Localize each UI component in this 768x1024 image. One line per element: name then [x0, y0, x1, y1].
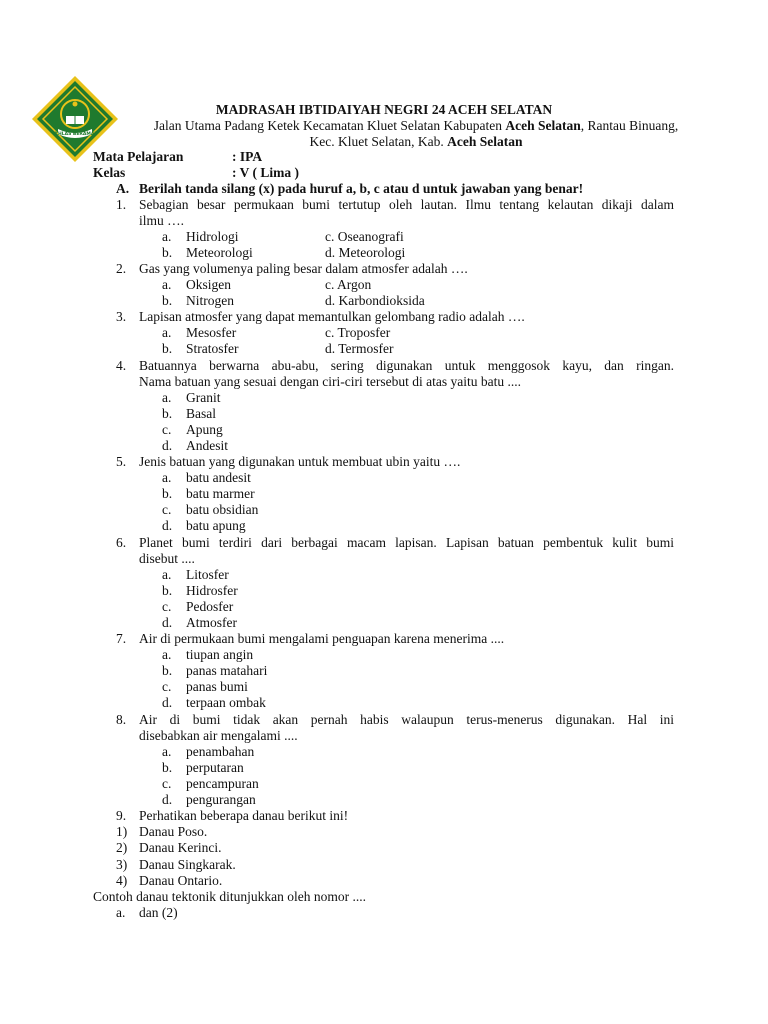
option-a: dan (2) [139, 905, 178, 920]
option-b: batu marmer [186, 486, 255, 501]
section-letter: A. [116, 181, 130, 196]
list-number: 2) [116, 840, 128, 855]
section-instruction: Berilah tanda silang (x) pada huruf a, b, c atau d untuk jawaban yang benar! [139, 181, 584, 196]
option-letter: a. [162, 567, 172, 582]
option-c: batu obsidian [186, 502, 259, 517]
option-b: Basal [186, 406, 216, 421]
question-text: Jenis batuan yang digunakan untuk membuat ubin yaitu …. [139, 454, 461, 469]
address-line-1: Jalan Utama Padang Ketek Kecamatan Kluet Selatan Kabupaten Aceh Selatan, Rantau Binuang, [153, 118, 679, 133]
option-letter: a. [162, 390, 172, 405]
option-letter: a. [162, 647, 172, 662]
question-text: Air di permukaan bumi mengalami penguapan karena menerima .... [139, 631, 505, 646]
list-number: 4) [116, 873, 128, 888]
option-b: Nitrogen [186, 293, 234, 308]
option-d: d. Karbondioksida [325, 293, 425, 308]
option-letter: d. [162, 792, 173, 807]
option-letter: d. [162, 615, 173, 630]
option-b: panas matahari [186, 663, 268, 678]
option-letter: b. [162, 245, 173, 260]
list-item: Danau Poso. [139, 824, 208, 839]
option-a: tiupan angin [186, 647, 254, 662]
option-a: Oksigen [186, 277, 231, 292]
option-letter: d. [162, 438, 173, 453]
question-text: Batuannya berwarna abu-abu, sering digunakan untuk menggosok kayu, dan ringan. [139, 358, 674, 373]
option-c: c. Oseanografi [325, 229, 404, 244]
list-item: Danau Ontario. [139, 873, 223, 888]
question-text: Perhatikan beberapa danau berikut ini! [139, 808, 349, 823]
option-b: perputaran [186, 760, 244, 775]
question-text: disebut .... [139, 551, 195, 566]
option-letter: b. [162, 583, 173, 598]
question-prompt: Contoh danau tektonik ditunjukkan oleh nomor .... [93, 889, 366, 904]
option-c: panas bumi [186, 679, 248, 694]
option-c: c. Troposfer [325, 325, 391, 340]
question-number: 2. [116, 261, 127, 276]
option-c: c. Argon [325, 277, 372, 292]
option-letter: a. [162, 744, 172, 759]
list-item: Danau Singkarak. [139, 857, 236, 872]
list-item: Danau Kerinci. [139, 840, 222, 855]
question-number: 4. [116, 358, 127, 373]
question-number: 3. [116, 309, 127, 324]
question-number: 9. [116, 808, 127, 823]
subject-label: Mata Pelajaran [93, 149, 184, 164]
class-label: Kelas [93, 165, 126, 180]
list-number: 3) [116, 857, 128, 872]
option-letter: b. [162, 760, 173, 775]
question-text: disebabkan air mengalami .... [139, 728, 298, 743]
option-letter: c. [162, 422, 172, 437]
question-number: 8. [116, 712, 127, 727]
option-letter: d. [162, 518, 173, 533]
question-number: 1. [116, 197, 127, 212]
question-number: 7. [116, 631, 127, 646]
option-letter: a. [116, 905, 126, 920]
option-letter: a. [162, 277, 172, 292]
option-d: pengurangan [186, 792, 256, 807]
option-c: Pedosfer [186, 599, 234, 614]
option-letter: a. [162, 470, 172, 485]
question-text: Nama batuan yang sesuai dengan ciri-ciri tersebut di atas yaitu batu .... [139, 374, 521, 389]
option-letter: a. [162, 325, 172, 340]
option-d: d. Termosfer [325, 341, 394, 356]
option-b: Meteorologi [186, 245, 253, 260]
option-b: Stratosfer [186, 341, 239, 356]
question-text: Air di bumi tidak akan pernah habis walaupun terus-menerus digunakan. Hal ini [139, 712, 674, 727]
class-value: : V ( Lima ) [232, 165, 299, 180]
option-letter: b. [162, 486, 173, 501]
option-letter: c. [162, 502, 172, 517]
option-c: pencampuran [186, 776, 259, 791]
option-letter: a. [162, 229, 172, 244]
svg-text:IKHLAS BERAMAL: IKHLAS BERAMAL [52, 132, 98, 137]
option-d: batu apung [186, 518, 246, 533]
option-a: Litosfer [186, 567, 229, 582]
option-letter: d. [162, 695, 173, 710]
subject-value: : IPA [232, 149, 263, 164]
question-text: Gas yang volumenya paling besar dalam atmosfer adalah …. [139, 261, 468, 276]
option-d: d. Meteorologi [325, 245, 406, 260]
question-number: 6. [116, 535, 127, 550]
question-text: ilmu …. [139, 213, 185, 228]
option-a: Mesosfer [186, 325, 237, 340]
option-a: Granit [186, 390, 221, 405]
option-letter: c. [162, 679, 172, 694]
option-letter: c. [162, 599, 172, 614]
question-number: 5. [116, 454, 127, 469]
question-text: Lapisan atmosfer yang dapat memantulkan gelombang radio adalah …. [139, 309, 525, 324]
option-a: Hidrologi [186, 229, 239, 244]
option-letter: b. [162, 406, 173, 421]
school-name: MADRASAH IBTIDAIYAH NEGRI 24 ACEH SELATAN [215, 102, 553, 117]
list-number: 1) [116, 824, 128, 839]
option-a: penambahan [186, 744, 255, 759]
option-a: batu andesit [186, 470, 251, 485]
address-line-2: Kec. Kluet Selatan, Kab. Aceh Selatan [309, 134, 523, 149]
option-d: Andesit [186, 438, 228, 453]
option-letter: b. [162, 663, 173, 678]
option-d: terpaan ombak [186, 695, 266, 710]
option-d: Atmosfer [186, 615, 237, 630]
option-letter: c. [162, 776, 172, 791]
option-letter: b. [162, 341, 173, 356]
option-letter: b. [162, 293, 173, 308]
option-c: Apung [186, 422, 223, 437]
option-b: Hidrosfer [186, 583, 238, 598]
question-text: Planet bumi terdiri dari berbagai macam lapisan. Lapisan batuan pembentuk kulit bumi [139, 535, 674, 550]
question-text: Sebagian besar permukaan bumi tertutup oleh lautan. Ilmu tentang kelautan dikaji dalam [139, 197, 674, 212]
